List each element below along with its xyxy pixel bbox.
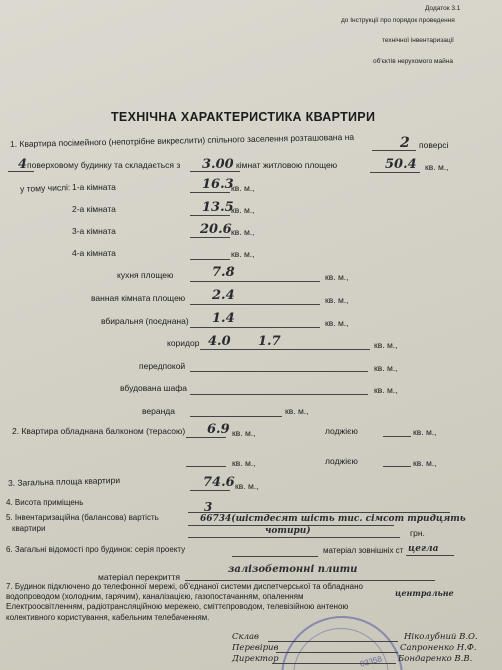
total-area-value: 74.6 — [203, 475, 235, 490]
living-area-value: 50.4 — [385, 157, 417, 172]
ceiling-label: матеріал перекриття — [98, 572, 180, 582]
section1-storeys-text: поверховому будинку та складається з — [27, 160, 181, 170]
rooms-count-line — [190, 171, 240, 172]
loggia-line-1 — [383, 436, 411, 437]
value-amount-1: 66734(шістдесят шість тис. сімсот тридцять — [200, 514, 466, 524]
total-area-line — [190, 490, 230, 491]
room-3-label: 3-а кімната — [72, 226, 116, 236]
kitchen-unit: кв. м., — [325, 272, 349, 282]
floor-word: поверсі — [419, 140, 449, 150]
appendix-line-3: технічної інвентаризації — [382, 37, 454, 44]
room-3-unit: кв. м., — [231, 227, 255, 237]
sig-role-compiled: Склав — [232, 632, 260, 642]
storeys-value: 4 — [18, 157, 28, 172]
value-unit: грн. — [410, 528, 425, 538]
room-2-value: 13.5 — [202, 200, 234, 215]
utilities-line-2: водопроводом (холодним, гарячим), каналізацією, газопостачанням, опаленням — [6, 592, 304, 601]
appendix-line-1: Додаток 3.1 — [425, 5, 461, 12]
value-amount-2: чотири) — [265, 526, 311, 536]
section1-living-text: кімнат житловою площею — [236, 160, 338, 170]
toilet-line — [190, 327, 320, 328]
room-1-line — [190, 192, 230, 193]
balcony-text: 2. Квартира обладнана балконом (терасою) — [12, 426, 186, 436]
sig-name-director: Бондаренко В.В. — [398, 654, 473, 664]
floor-value: 2 — [400, 135, 410, 151]
sig-line-compiled — [268, 641, 398, 642]
veranda-label: веранда — [142, 406, 175, 416]
walls-label: матеріал зовнішніх ст — [323, 546, 404, 555]
balcony-unit-2: кв. м., — [232, 458, 256, 468]
appendix-line-2: до Інструкції про порядок проведення — [341, 17, 455, 24]
closet-line — [190, 394, 368, 395]
floor-line — [372, 150, 416, 151]
balcony-unit: кв. м., — [232, 428, 256, 438]
hallway-label: передпокой — [139, 361, 186, 371]
room-4-line — [190, 259, 230, 260]
corridor-value-1: 4.0 — [208, 334, 231, 349]
corridor-line — [200, 349, 370, 350]
living-area-line — [370, 172, 420, 173]
room-1-unit: кв. м., — [231, 183, 255, 193]
walls-value: цегла — [408, 544, 439, 554]
ceiling-line — [185, 580, 435, 581]
stamp-code: 03358 — [359, 654, 383, 669]
hallway-line — [190, 371, 368, 372]
value-label-1: 5. Інвентаризаційна (балансова) вартість — [6, 513, 159, 522]
rooms-prefix: у тому числі: — [19, 182, 71, 194]
loggia-unit-2: кв. м., — [413, 458, 437, 468]
utilities-line-4: колективного користування, кабельним телебаченням. — [6, 613, 210, 622]
veranda-unit: кв. м., — [285, 406, 309, 416]
room-2-unit: кв. м., — [231, 205, 255, 215]
toilet-label: вбиральня (поєднана) — [101, 316, 189, 326]
room-4-unit: кв. м., — [231, 249, 255, 259]
corridor-unit: кв. м., — [374, 340, 398, 350]
value-label-2: квартири — [12, 524, 46, 533]
total-area-unit: кв. м., — [235, 481, 259, 491]
room-1-label: 1-а кімната — [72, 182, 116, 192]
room-3-value: 20.6 — [200, 222, 232, 237]
room-1-value: 16.3 — [202, 177, 234, 192]
walls-line — [406, 555, 454, 556]
closet-label: вбудована шафа — [120, 383, 187, 393]
bathroom-unit: кв. м., — [325, 295, 349, 305]
bathroom-value: 2.4 — [212, 288, 235, 303]
room-2-label: 2-а кімната — [72, 204, 116, 214]
toilet-unit: кв. м., — [325, 318, 349, 328]
loggia-label-2: лоджією — [325, 456, 358, 466]
veranda-line — [190, 416, 282, 417]
appendix-line-4: об'єктів нерухомого майна — [373, 58, 453, 65]
page-title: ТЕХНІЧНА ХАРАКТЕРИСТИКА КВАРТИРИ — [111, 110, 376, 124]
loggia-label-1: лоджією — [325, 426, 358, 436]
sig-name-checked: Сапроненко Н.Ф. — [400, 643, 477, 653]
kitchen-line — [190, 281, 320, 282]
kitchen-value: 7.8 — [212, 265, 235, 280]
corridor-value-2: 1.7 — [258, 334, 281, 349]
toilet-value: 1.4 — [212, 311, 235, 326]
sig-role-checked: Перевірив — [232, 643, 279, 653]
balcony-line-2 — [186, 466, 226, 467]
sig-line-director — [272, 663, 396, 664]
sig-name-compiled: Ніколубний В.О. — [404, 632, 478, 642]
closet-unit: кв. м., — [374, 385, 398, 395]
loggia-line-2 — [383, 466, 411, 467]
value-line-2 — [188, 537, 400, 538]
total-area-label: 3. Загальна площа квартири — [7, 475, 121, 488]
hallway-unit: кв. м., — [374, 363, 398, 373]
bathroom-line — [190, 304, 320, 305]
section1-text: 1. Квартира посімейного (непотрібне викреслити) спільного заселення розташована на — [9, 131, 355, 149]
room-2-line — [190, 215, 230, 216]
balcony-value: 6.9 — [207, 422, 230, 437]
rooms-count-value: 3.00 — [202, 157, 234, 172]
sig-line-checked — [276, 652, 398, 653]
building-series-label: 6. Загальні відомості про будинок: серія проекту — [6, 545, 186, 554]
room-3-line — [190, 237, 230, 238]
storeys-line — [8, 171, 34, 172]
sig-role-director: Директор — [232, 654, 279, 664]
height-value: 3 — [204, 500, 213, 514]
bathroom-label: ванная кімната площею — [91, 293, 186, 303]
living-area-unit: кв. м., — [425, 162, 449, 172]
room-4-label: 4-а кімната — [72, 248, 116, 258]
building-series-line — [232, 556, 318, 557]
corridor-label: коридор — [167, 338, 200, 348]
loggia-unit-1: кв. м., — [413, 427, 437, 437]
balcony-line — [186, 437, 226, 438]
height-label: 4. Висота приміщень — [6, 498, 84, 507]
utilities-line-3: Електроосвітленням, радіотрансляційною мережею, сміттєпроводом, телевізійною антеною — [6, 602, 349, 611]
kitchen-label: кухня площею — [117, 270, 174, 280]
heating-value: центральне — [395, 588, 454, 598]
height-line — [188, 512, 450, 513]
ceiling-value: залізобетонні плити — [228, 564, 358, 575]
utilities-line-1: 7. Будинок підключено до телефонної мережі, об'єднаної системи диспетчерської та обладнано — [6, 582, 363, 591]
